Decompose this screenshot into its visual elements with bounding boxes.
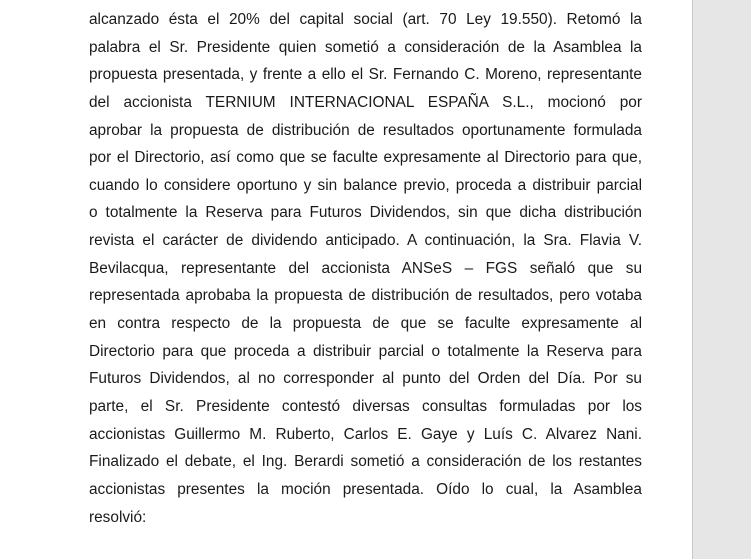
text-line: del accionista TERNIUM INTERNACIONAL ESPAÑA S.L., mocionó por — [89, 93, 642, 111]
text-line: en contra respecto de la propuesta de que se faculte expresamente al — [89, 315, 642, 333]
text-line: Bevilacqua, representante del accionista ANSeS – FGS señaló que su — [89, 259, 642, 277]
text-line: palabra el Sr. Presidente quien sometió a consideración de la Asamblea la — [89, 38, 642, 56]
text-line: representada aprobaba la propuesta de distribución de resultados, pero votaba — [89, 287, 642, 305]
text-line: cuando lo considere oportuno y sin balance previo, proceda a distribuir parcial — [89, 176, 642, 194]
text-line: accionistas Guillermo M. Ruberto, Carlos E. Gaye y Luís C. Alvarez Nani. — [89, 425, 642, 443]
text-line: parte, el Sr. Presidente contestó diversas consultas formuladas por los — [89, 397, 642, 415]
text-line: resolvió: — [89, 508, 147, 526]
text-line: accionistas presentes la moción presentada. Oído lo cual, la Asamblea — [89, 480, 642, 498]
text-line: Directorio para que proceda a distribuir parcial o totalmente la Reserva para — [89, 342, 642, 360]
text-line: Futuros Dividendos, al no corresponder al punto del Orden del Día. Por su — [89, 370, 642, 388]
text-line: por el Directorio, así como que se faculte expresamente al Directorio para que, — [89, 149, 642, 167]
text-line: o totalmente la Reserva para Futuros Dividendos, sin que dicha distribución — [89, 204, 642, 222]
text-line: propuesta presentada, y frente a ello el Sr. Fernando C. Moreno, representante — [89, 66, 642, 84]
text-line: revista el carácter de dividendo anticipado. A continuación, la Sra. Flavia V. — [89, 232, 642, 250]
text-line: Finalizado el debate, el Ing. Berardi sometió a consideración de los restantes — [89, 453, 642, 471]
text-line: alcanzado ésta el 20% del capital social (art. 70 Ley 19.550). Retomó la — [89, 11, 642, 28]
text-line: aprobar la propuesta de distribución de resultados oportunamente formulada — [89, 121, 642, 139]
body-paragraph — [89, 6, 642, 531]
